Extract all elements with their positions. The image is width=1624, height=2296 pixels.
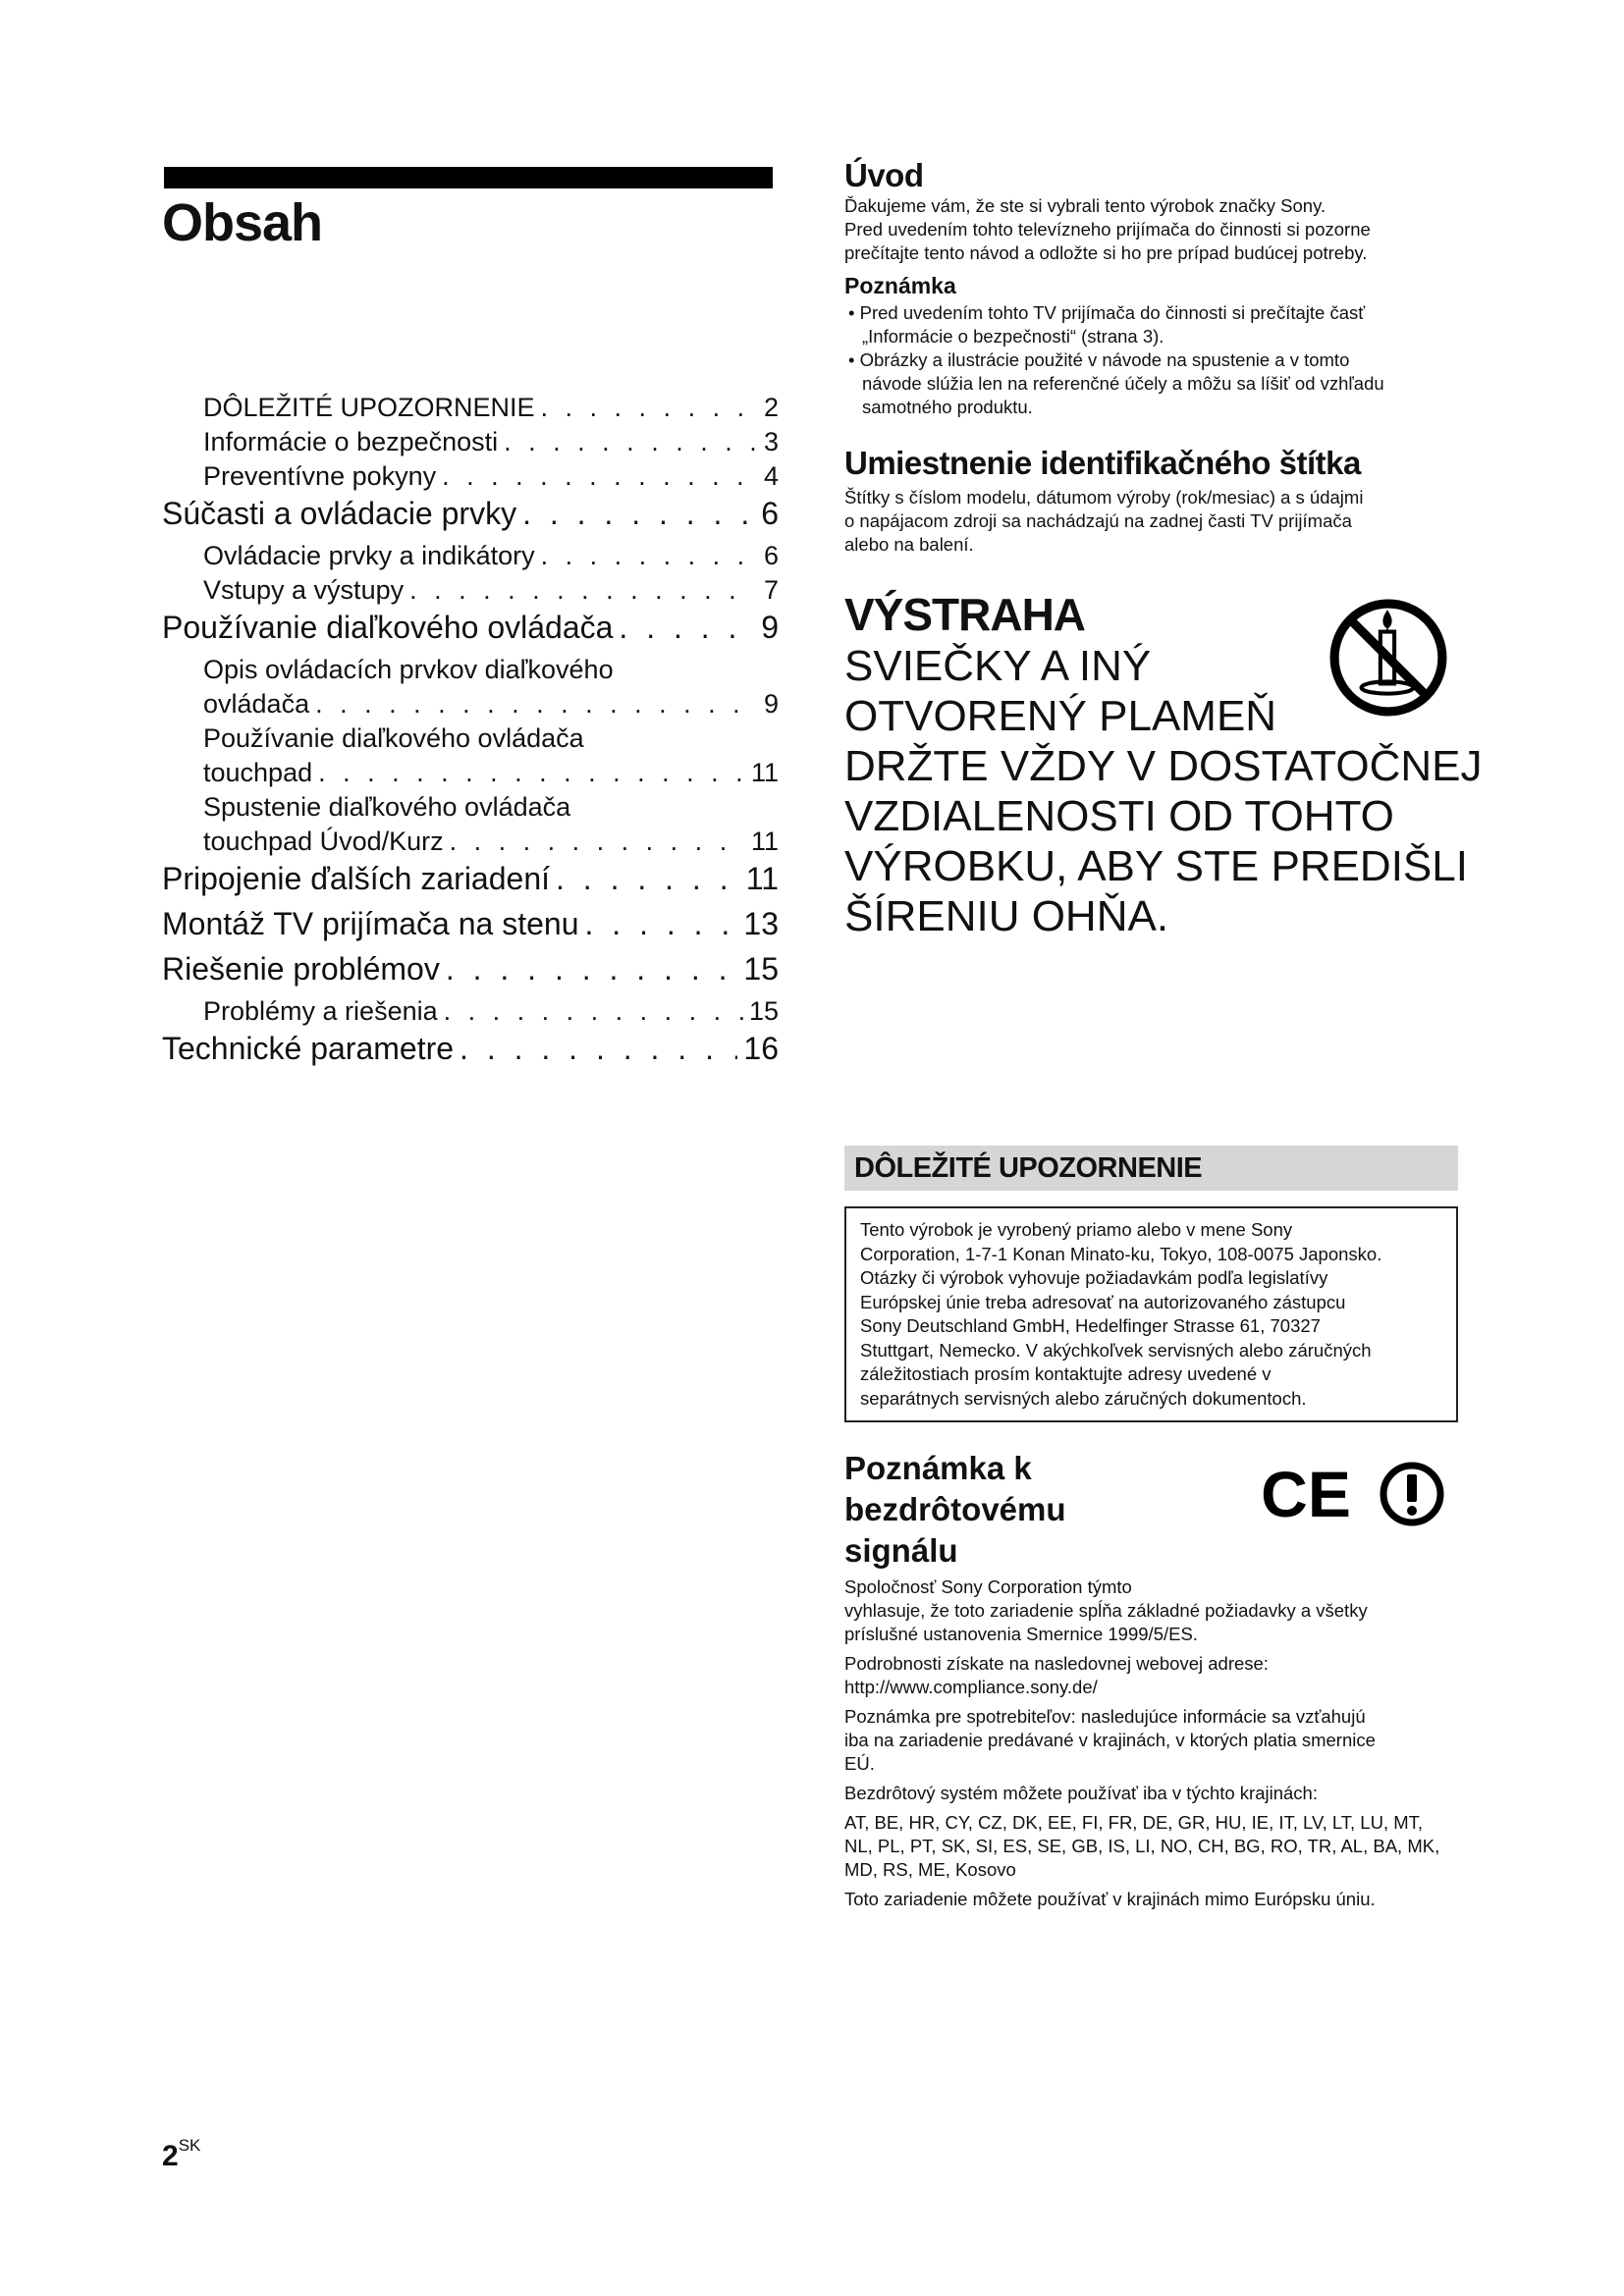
wireless-notice [844, 1448, 1458, 1911]
toc-entry-page: 15 [743, 951, 779, 987]
toc-entry[interactable] [162, 461, 779, 496]
important-notice-heading: DÔLEŽITÉ UPOZORNENIE [844, 1146, 1458, 1191]
svg-text:CE: CE [1261, 1460, 1351, 1528]
toc-entry[interactable] [162, 861, 779, 906]
toc-entry-label: Vstupy a výstupy [203, 575, 405, 605]
toc-entry[interactable] [162, 689, 779, 723]
warning-line: ŠÍRENIU OHŇA. [844, 892, 1169, 940]
toc-entry[interactable] [162, 610, 779, 655]
note-bullet-cont: návode slúžia len na referenčné účely a môžu sa líšiť od vzhľadu [862, 373, 1384, 394]
toc-entry-page: 16 [743, 1031, 779, 1066]
wireless-text: príslušné ustanovenia Smernice 1999/5/ES. [844, 1624, 1198, 1644]
wireless-text: Bezdrôtový systém môžete používať iba v týchto krajinách: [844, 1783, 1318, 1803]
no-candle-icon [1328, 598, 1448, 718]
notice-text: Sony Deutschland GmbH, Hedelfinger Strasse 61, 70327 [860, 1315, 1321, 1336]
right-column [844, 157, 1483, 1911]
intro-text: Ďakujeme vám, že ste si vybrali tento výrobok značky Sony. [844, 195, 1326, 216]
toc-entry-page: 2 [763, 393, 779, 422]
important-notice-box [844, 1206, 1458, 1422]
notice-text: záležitostiach prosím kontaktujte adresy uvedené v [860, 1363, 1272, 1384]
toc-entry-label: Ovládacie prvky a indikátory [203, 541, 535, 570]
toc-entry-label: Súčasti a ovládacie prvky [162, 496, 517, 531]
toc-entry[interactable] [162, 575, 779, 610]
intro-text: prečítajte tento návod a odložte si ho pre prípad budúcej potreby. [844, 242, 1368, 263]
toc-entry-line[interactable] [162, 792, 779, 827]
toc-entry-label: ovládača [203, 689, 310, 719]
toc-title: Obsah [162, 193, 323, 252]
toc-entry-label: Opis ovládacích prvkov diaľkového [203, 655, 614, 684]
wireless-text: vyhlasuje, že toto zariadenie spĺňa základné požiadavky a všetky [844, 1600, 1368, 1621]
notice-text: Stuttgart, Nemecko. V akýchkoľvek servisných alebo záručných [860, 1339, 1372, 1361]
wireless-text: iba na zariadenie predávané v krajinách, v ktorých platia smernice [844, 1730, 1376, 1750]
intro-heading: Úvod [844, 157, 924, 193]
toc-entry[interactable] [162, 1031, 779, 1076]
warning-line: VZDIALENOSTI OD TOHTO [844, 792, 1394, 840]
alert-icon [1380, 1462, 1444, 1526]
toc-entry-label: Používanie diaľkového ovládača [162, 610, 614, 645]
toc-entry-page: 7 [763, 575, 779, 605]
notice-text: Tento výrobok je vyrobený priamo alebo v mene Sony [860, 1219, 1293, 1240]
toc-entry-page: 9 [763, 689, 779, 719]
compliance-url[interactable]: http://www.compliance.sony.de/ [844, 1677, 1098, 1697]
warning-line: DRŽTE VŽDY V DOSTATOČNEJ [844, 742, 1483, 790]
toc-entry-label: Technické parametre [162, 1031, 455, 1066]
toc-entry-page: 11 [750, 758, 779, 787]
notice-text: Európskej únie treba adresovať na autorizovaného zástupcu [860, 1291, 1346, 1312]
notice-text: Corporation, 1-7-1 Konan Minato-ku, Tokyo, 108-0075 Japonsko. [860, 1243, 1382, 1264]
toc-entry[interactable] [162, 906, 779, 951]
notice-text: Otázky či výrobok vyhovuje požiadavkám podľa legislatívy [860, 1267, 1328, 1288]
toc-entry-line[interactable] [162, 655, 779, 689]
note-bullet-cont: „Informácie o bezpečnosti“ (strana 3). [862, 326, 1164, 347]
wireless-text: Spoločnosť Sony Corporation týmto [844, 1576, 1132, 1597]
toc-entry-label: Informácie o bezpečnosti [203, 427, 499, 456]
note-bullet-cont: samotného produktu. [862, 397, 1033, 417]
wireless-heading: Poznámka k bezdrôtovému signálu [844, 1450, 1066, 1569]
toc-entry-label: touchpad Úvod/Kurz [203, 827, 444, 856]
wireless-text: Toto zariadenie môžete používať v krajinách mimo Európsku úniu. [844, 1889, 1376, 1909]
warning-line: OTVORENÝ PLAMEŇ [844, 692, 1277, 740]
label-location-heading: Umiestnenie identifikačného štítka [844, 445, 1361, 481]
toc-entry[interactable] [162, 827, 779, 861]
wireless-text: Podrobnosti získate na nasledovnej webovej adrese: [844, 1653, 1269, 1674]
toc-entry-page: 13 [743, 906, 779, 941]
toc-entry-page: 4 [763, 461, 779, 491]
notice-text: separátnych servisných alebo záručných dokumentoch. [860, 1387, 1307, 1409]
toc-entry[interactable] [162, 427, 779, 461]
toc-entry-label: DÔLEŽITÉ UPOZORNENIE [203, 393, 535, 422]
toc-entry-label: Pripojenie ďalších zariadení [162, 861, 550, 896]
toc-entry-page: 9 [761, 610, 779, 645]
note-bullet: • Pred uvedením tohto TV prijímača do činnosti si prečítajte časť [848, 302, 1366, 323]
label-location-text: alebo na balení. [844, 534, 974, 555]
toc-entry-page: 11 [745, 861, 779, 896]
toc-entry-label: Používanie diaľkového ovládača [203, 723, 584, 753]
toc-entry-label: Spustenie diaľkového ovládača [203, 792, 571, 822]
country-list: NL, PL, PT, SK, SI, ES, SE, GB, IS, LI, NO, CH, BG, RO, TR, AL, BA, MK, [844, 1836, 1440, 1856]
language-code: SK [178, 2136, 201, 2155]
toc-entry-label: Montáž TV prijímača na stenu [162, 906, 579, 941]
label-location-text: o napájacom zdroji sa nachádzajú na zadnej časti TV prijímača [844, 510, 1352, 531]
toc-title-bar [164, 167, 773, 188]
table-of-contents [162, 393, 779, 1076]
wireless-text: Poznámka pre spotrebiteľov: nasledujúce informácie sa vzťahujú [844, 1706, 1366, 1727]
wireless-text: EÚ. [844, 1753, 875, 1774]
toc-entry-label: Problémy a riešenia [203, 996, 438, 1026]
warning-line: VÝROBKU, ABY STE PREDIŠLI [844, 842, 1468, 890]
toc-entry-line[interactable] [162, 723, 779, 758]
fire-warning [844, 588, 1483, 1128]
toc-entry-page: 15 [748, 996, 779, 1026]
toc-entry-page: 6 [761, 496, 779, 531]
note-bullet: • Obrázky a ilustrácie použité v návode na spustenie a v tomto [848, 349, 1350, 370]
toc-entry[interactable] [162, 951, 779, 996]
toc-entry[interactable] [162, 541, 779, 575]
ce-mark-icon [1257, 1460, 1355, 1528]
toc-entry-page: 3 [763, 427, 779, 456]
page-number: $2^{SK}$ [162, 2136, 201, 2172]
note-heading: Poznámka [844, 273, 956, 298]
toc-entry-page: 11 [750, 827, 779, 856]
toc-entry[interactable] [162, 393, 779, 427]
toc-entry-page: 6 [763, 541, 779, 570]
intro-text: Pred uvedením tohto televízneho prijímača do činnosti si pozorne [844, 219, 1371, 240]
toc-entry[interactable] [162, 496, 779, 541]
toc-entry-label: Preventívne pokyny [203, 461, 437, 491]
country-list: MD, RS, ME, Kosovo [844, 1859, 1016, 1880]
warning-line: SVIEČKY A INÝ [844, 642, 1152, 690]
label-location-text: Štítky s číslom modelu, dátumom výroby (rok/mesiac) a s údajmi [844, 487, 1364, 507]
country-list: AT, BE, HR, CY, CZ, DK, EE, FI, FR, DE, GR, HU, IE, IT, LV, LT, LU, MT, [844, 1812, 1424, 1833]
toc-entry[interactable] [162, 996, 779, 1031]
warning-title: VÝSTRAHA [844, 589, 1086, 640]
toc-entry-label: Riešenie problémov [162, 951, 440, 987]
toc-entry-label: touchpad [203, 758, 313, 787]
toc-entry[interactable] [162, 758, 779, 792]
